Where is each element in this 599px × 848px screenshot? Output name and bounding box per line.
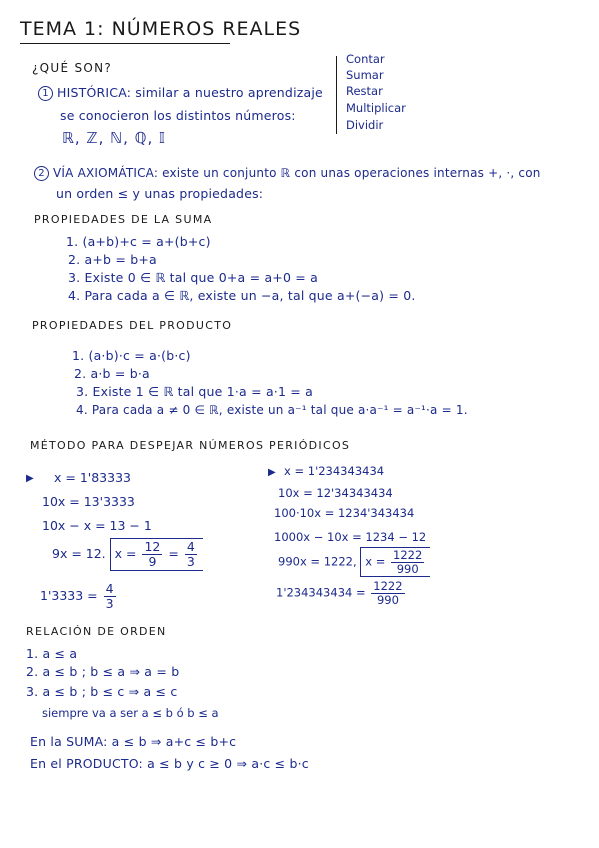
bullet-triangle-right: ▶ [268, 467, 276, 478]
left-4-x: x = [114, 545, 137, 561]
title-underline [20, 43, 230, 44]
page-title: TEMA 1: NÚMEROS REALES [20, 18, 302, 40]
operation-restar: Restar [346, 84, 383, 98]
operation-contar: Contar [346, 52, 385, 66]
frac-den: 3 [105, 595, 114, 611]
fraction-12-9 [142, 540, 162, 569]
frac-num: 12 [144, 539, 161, 554]
metodo-right-3: 100·10x = 1234'343434 [274, 506, 415, 520]
producto-item-1: 1. (a·b)·c = a·(b·c) [72, 348, 191, 363]
frac-den: 990 [376, 592, 399, 607]
number-circle-1: 1 [38, 86, 53, 101]
orden-item-3: 3. a ≤ b ; b ≤ c ⇒ a ≤ c [26, 684, 178, 699]
operation-dividir: Dividir [346, 118, 384, 132]
producto-heading: PROPIEDADES DEL PRODUCTO [32, 319, 233, 332]
metodo-right-6 [276, 580, 407, 606]
axiomatica-text-1: VÍA AXIOMÁTICA: existe un conjunto ℝ con unas operaciones internas +, ·, con [53, 166, 541, 180]
que-son-heading: ¿QUÉ SON? [32, 61, 113, 75]
suma-item-3: 3. Existe 0 ∈ ℝ tal que 0+a = a+0 = a [68, 270, 319, 285]
metodo-left-1: x = 1'83333 [54, 470, 131, 485]
number-sets: ℝ, ℤ, ℕ, ℚ, 𝕀 [62, 129, 166, 147]
frac-den: 9 [148, 553, 157, 569]
right-5-prefix: 990x = 1222, [278, 554, 357, 569]
suma-item-1: 1. (a+b)+c = a+(b+c) [66, 234, 211, 249]
orden-heading: RELACIÓN DE ORDEN [26, 625, 167, 638]
historica-line-2: se conocieron los distintos números: [60, 108, 296, 123]
number-circle-2: 2 [34, 166, 49, 181]
bullet-triangle-left: ▶ [26, 473, 34, 484]
metodo-left-2: 10x = 13'3333 [42, 494, 135, 509]
fraction-1222-990 [391, 549, 424, 575]
metodo-left-3: 10x − x = 13 − 1 [42, 518, 152, 533]
frac-den: 990 [396, 561, 419, 576]
metodo-left-5 [40, 582, 118, 611]
metodo-left-4 [52, 538, 203, 571]
frac-num: 4 [105, 581, 114, 596]
historica-line-1 [38, 86, 323, 101]
historica-text-1: HISTÓRICA: similar a nuestro aprendizaje [57, 85, 323, 100]
right-5-x: x = [365, 554, 386, 569]
orden-suma: En la SUMA: a ≤ b ⇒ a+c ≤ b+c [30, 734, 237, 749]
metodo-heading: MÉTODO PARA DESPEJAR NÚMEROS PERIÓDICOS [30, 439, 351, 452]
boxed-result-left [110, 538, 203, 571]
suma-item-4: 4. Para cada a ∈ ℝ, existe un −a, tal que a+(−a) = 0. [68, 288, 416, 303]
axiomatica-line-1 [34, 166, 541, 181]
producto-item-4: 4. Para cada a ≠ 0 ∈ ℝ, existe un a⁻¹ tal que a·a⁻¹ = a⁻¹·a = 1. [76, 403, 468, 417]
orden-producto: En el PRODUCTO: a ≤ b y c ≥ 0 ⇒ a·c ≤ b·c [30, 756, 309, 771]
suma-heading: PROPIEDADES DE LA SUMA [34, 213, 213, 226]
axiomatica-line-2: un orden ≤ y unas propiedades: [56, 186, 264, 201]
frac-num: 4 [186, 539, 195, 554]
fraction-result-right [371, 580, 404, 606]
equals-sign: = [168, 545, 179, 561]
left-4-prefix: 9x = 12. [52, 545, 106, 561]
orden-item-2: 2. a ≤ b ; b ≤ a ⇒ a = b [26, 664, 180, 679]
operation-multiplicar: Multiplicar [346, 101, 406, 115]
operations-brace [336, 56, 337, 134]
metodo-right-5 [278, 547, 430, 577]
metodo-right-2: 10x = 12'34343434 [278, 486, 393, 500]
producto-item-3: 3. Existe 1 ∈ ℝ tal que 1·a = a·1 = a [76, 384, 314, 399]
orden-siempre: siempre va a ser a ≤ b ó b ≤ a [42, 706, 219, 720]
operation-sumar: Sumar [346, 68, 384, 82]
right-6-prefix: 1'234343434 = [276, 585, 366, 600]
metodo-right-4: 1000x − 10x = 1234 − 12 [274, 530, 427, 544]
orden-item-1: 1. a ≤ a [26, 646, 78, 661]
metodo-right-1: x = 1'234343434 [284, 464, 385, 478]
producto-item-2: 2. a·b = b·a [74, 366, 150, 381]
boxed-result-right [360, 547, 430, 577]
frac-num: 1222 [373, 579, 403, 593]
frac-den: 3 [186, 553, 195, 569]
left-5-prefix: 1'3333 = [40, 587, 98, 603]
fraction-4-3 [185, 540, 197, 569]
suma-item-2: 2. a+b = b+a [68, 252, 157, 267]
frac-num: 1222 [393, 548, 423, 562]
fraction-result-left [104, 582, 116, 611]
